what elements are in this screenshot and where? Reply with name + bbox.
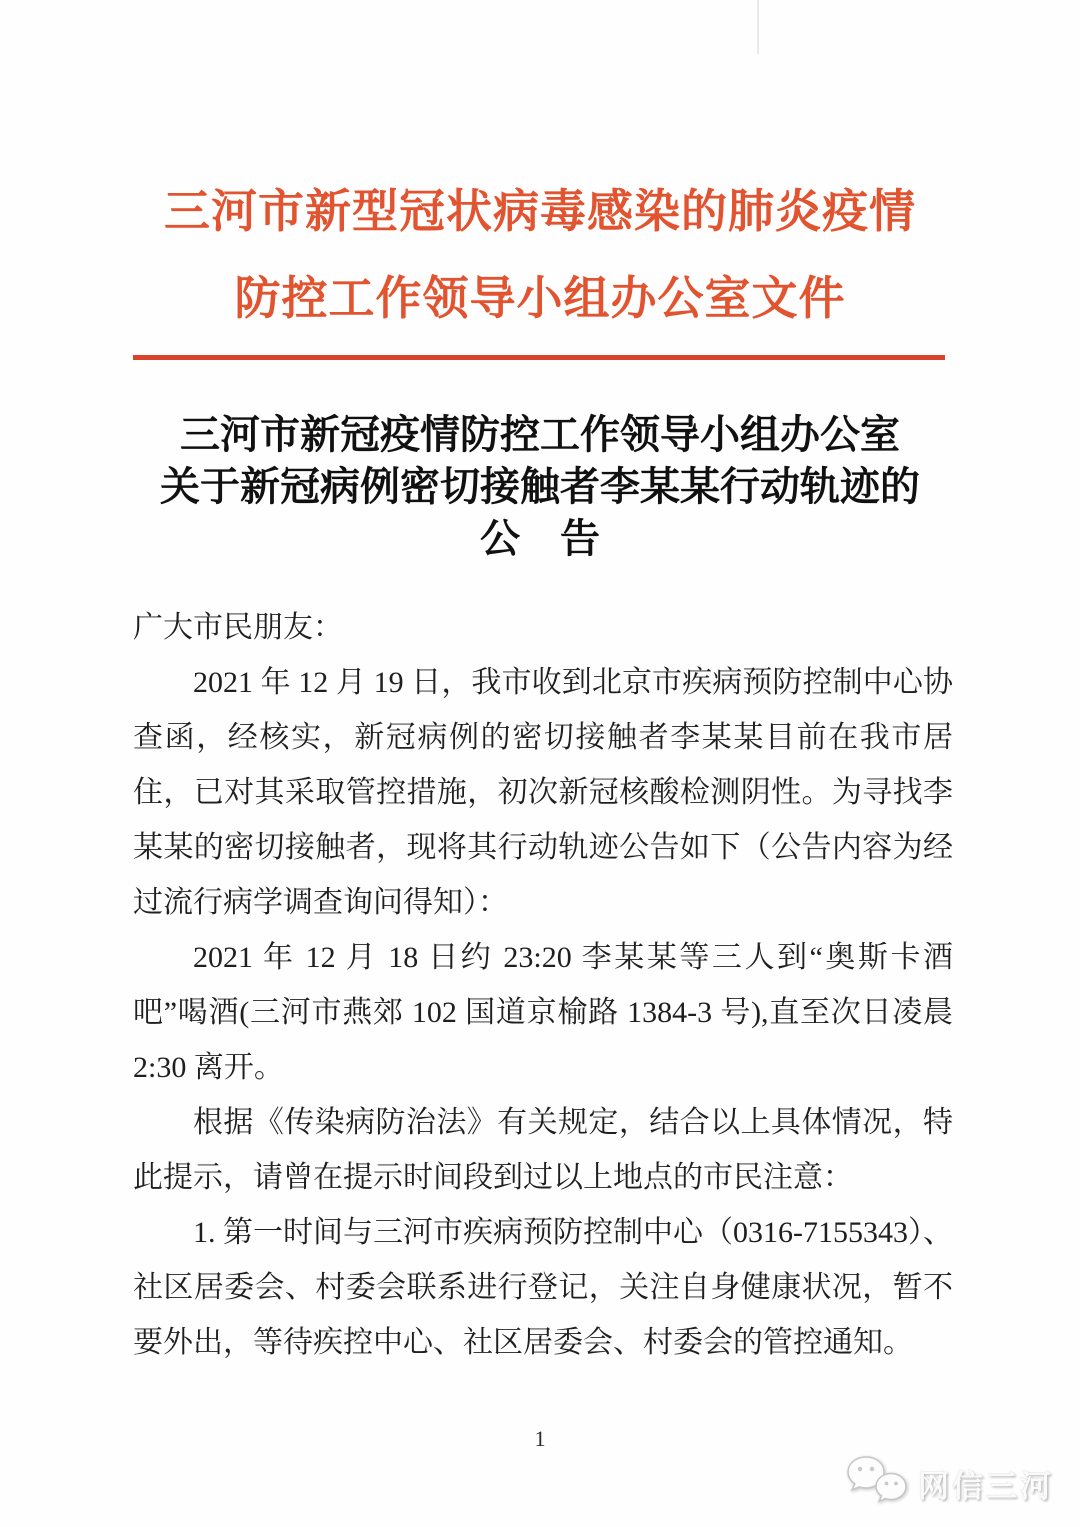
watermark-label: 网信三河	[918, 1469, 1054, 1504]
letterhead-line-2: 防控工作领导小组办公室文件	[234, 272, 846, 324]
watermark	[846, 1456, 1054, 1511]
wechat-icon	[846, 1456, 908, 1511]
document-title	[90, 409, 990, 565]
document-title-line-3: 公 告	[480, 516, 600, 561]
paragraph-3: 根据《传染病防治法》有关规定，结合以上具体情况，特此提示，请曾在提示时间段到过以上地点的市民注意：	[133, 1106, 953, 1194]
document-body	[133, 600, 953, 1370]
paragraph-2: 2021 年 12 月 18 日约 23:20 李某某等三人到“奥斯卡酒吧”喝酒(三河市燕郊 102 国道京榆路 1384-3 号),直至次日凌晨 2:30 离开。	[133, 941, 953, 1084]
letterhead-divider	[133, 355, 945, 360]
scan-artifact-line	[757, 0, 759, 54]
paragraph-1: 2021 年 12 月 19 日，我市收到北京市疾病预防控制中心协查函，经核实，新冠病例的密切接触者李某某目前在我市居住，已对其采取管控措施，初次新冠核酸检测阴性。为寻找李某某的密切接触者，现将其行动轨迹公告如下（公告内容为经过流行病学调查询问得知）：	[133, 666, 953, 919]
letterhead-line-1: 三河市新型冠状病毒感染的肺炎疫情	[164, 185, 916, 237]
document-title-line-1: 三河市新冠疫情防控工作领导小组办公室	[180, 412, 900, 457]
paragraph-4: 1. 第一时间与三河市疾病预防控制中心（0316-7155343）、社区居委会、村委会联系进行登记，关注自身健康状况，暂不要外出，等待疾控中心、社区居委会、村委会的管控通知。	[133, 1216, 953, 1359]
page-number: 1	[534, 1426, 546, 1451]
document-title-line-2: 关于新冠病例密切接触者李某某行动轨迹的	[160, 464, 920, 509]
salutation: 广大市民朋友：	[133, 611, 343, 644]
